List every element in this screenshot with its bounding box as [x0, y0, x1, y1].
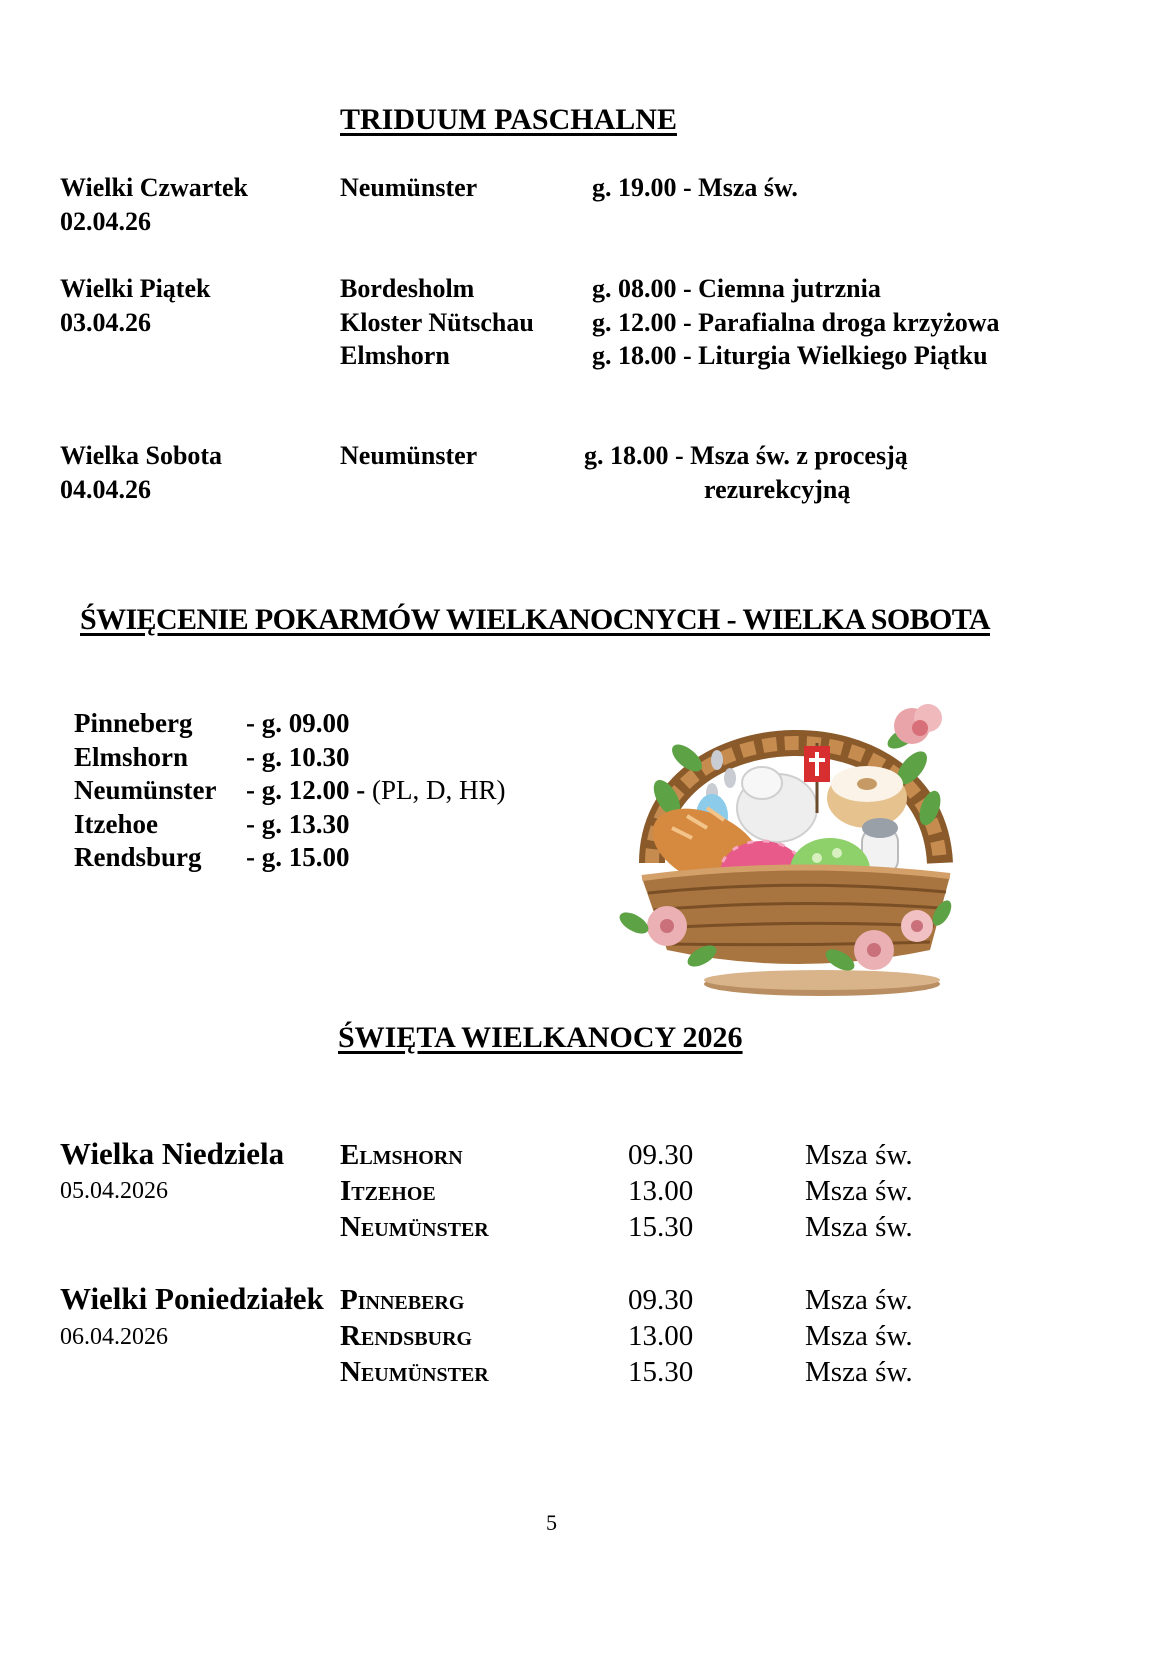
saturday-day: Wielka Sobota: [60, 441, 223, 470]
thursday-day: Wielki Czwartek: [60, 173, 248, 202]
monday-place-1: Pinneberg: [340, 1284, 465, 1316]
friday-time-2: g. 12.00 - Parafialna droga krzyżowa: [592, 308, 1000, 337]
friday-place-3: Elmshorn: [340, 341, 450, 370]
easter-basket-illustration: [612, 688, 957, 1003]
page-number: 5: [546, 1510, 557, 1535]
monday-time-3: 15.30: [628, 1356, 694, 1388]
sunday-time-1: 09.30: [628, 1139, 694, 1171]
blessing-note-languages: (PL, D, HR): [365, 775, 506, 805]
sunday-desc-2: Msza św.: [805, 1175, 913, 1207]
sunday-place-3: Neumünster: [340, 1211, 489, 1243]
blessing-time-4: - g. 13.30: [246, 809, 350, 839]
thursday-place: Neumünster: [340, 173, 478, 202]
monday-time-2: 13.00: [628, 1320, 694, 1352]
sunday-day: Wielka Niedziela: [60, 1136, 285, 1171]
triduum-title: TRIDUUM PASCHALNE: [340, 103, 677, 136]
friday-date: 03.04.26: [60, 308, 151, 337]
sunday-time-3: 15.30: [628, 1211, 694, 1243]
easter-basket-icon: [612, 688, 957, 1003]
monday-place-3: Neumünster: [340, 1356, 489, 1388]
blessing-time-1: - g. 09.00: [246, 708, 350, 738]
saturday-time-cont: rezurekcyjną: [704, 475, 851, 504]
easter-title: ŚWIĘTA WIELKANOCY 2026: [338, 1021, 743, 1054]
friday-place-2: Kloster Nütschau: [340, 308, 534, 337]
monday-place-2: Rendsburg: [340, 1320, 473, 1352]
sunday-date: 05.04.2026: [60, 1178, 168, 1204]
monday-day: Wielki Poniedziałek: [60, 1281, 324, 1316]
blessing-place-4: Itzehoe: [74, 809, 158, 839]
saturday-date: 04.04.26: [60, 475, 151, 504]
blessing-place-1: Pinneberg: [74, 708, 193, 738]
friday-day: Wielki Piątek: [60, 274, 211, 303]
sunday-desc-3: Msza św.: [805, 1211, 913, 1243]
friday-time-1: g. 08.00 - Ciemna jutrznia: [592, 274, 881, 303]
thursday-date: 02.04.26: [60, 207, 151, 236]
blessing-title: ŚWIĘCENIE POKARMÓW WIELKANOCNYCH - WIELKA SOBOTA: [80, 603, 990, 636]
saturday-place: Neumünster: [340, 441, 478, 470]
blessing-time-5: - g. 15.00: [246, 842, 350, 872]
sunday-desc-1: Msza św.: [805, 1139, 913, 1171]
saturday-time: g. 18.00 - Msza św. z procesją: [584, 441, 908, 470]
blessing-time-3: - g. 12.00 - (PL, D, HR): [246, 775, 506, 805]
friday-place-1: Bordesholm: [340, 274, 475, 303]
monday-time-1: 09.30: [628, 1284, 694, 1316]
blessing-place-3: Neumünster: [74, 775, 217, 805]
blessing-place-5: Rendsburg: [74, 842, 202, 872]
monday-desc-2: Msza św.: [805, 1320, 913, 1352]
sunday-time-2: 13.00: [628, 1175, 694, 1207]
monday-desc-3: Msza św.: [805, 1356, 913, 1388]
thursday-time: g. 19.00 - Msza św.: [592, 173, 798, 202]
friday-time-3: g. 18.00 - Liturgia Wielkiego Piątku: [592, 341, 988, 370]
sunday-place-1: Elmshorn: [340, 1139, 463, 1171]
blessing-time-2: - g. 10.30: [246, 742, 350, 772]
monday-desc-1: Msza św.: [805, 1284, 913, 1316]
sunday-place-2: Itzehoe: [340, 1175, 436, 1207]
blessing-place-2: Elmshorn: [74, 742, 189, 772]
monday-date: 06.04.2026: [60, 1324, 168, 1350]
